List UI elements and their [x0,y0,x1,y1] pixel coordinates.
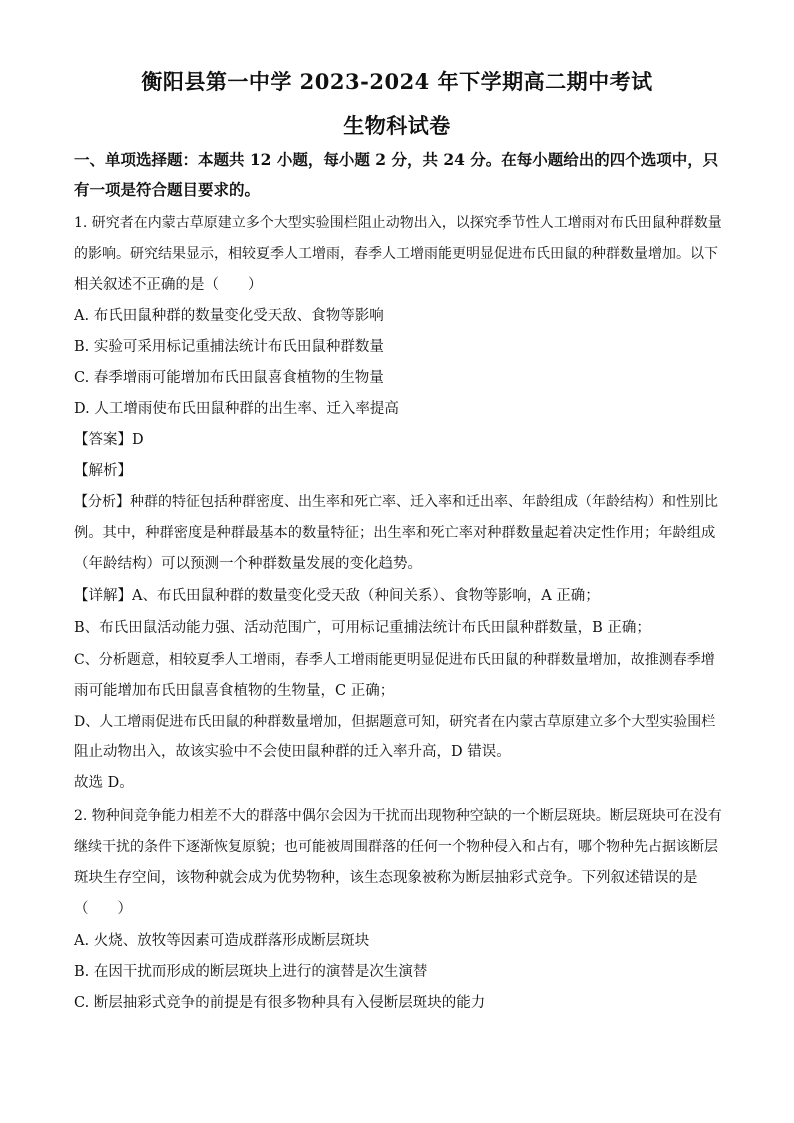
q1-detail-line: 【详解】A、布氏田鼠种群的数量变化受天敌（种间关系）、食物等影响，A 正确； [74,588,600,604]
q2-stem-line: 继续干扰的条件下逐渐恢复原貌；也可能被周围群落的任何一个物种侵入和占有，哪个物种先占据该断层 [74,839,718,855]
q1-analysis-line: 例。其中，种群密度是种群最基本的数量特征；出生率和死亡率对种群数量起着决定性作用；年龄组成 [74,525,716,541]
page-subtitle: 生物科试卷 [343,113,451,138]
q1-stem-line: 1. 研究者在内蒙古草原建立多个大型实验围栏阻止动物出入，以探究季节性人工增雨对布氏田鼠种群数量 [74,215,722,231]
q2-stem-line: （ ） [74,901,132,917]
q1-analysis-label: 【解析】 [74,463,132,479]
q2-option-c: C. 断层抽彩式竞争的前提是有很多物种具有入侵断层斑块的能力 [74,995,486,1011]
q1-stem-line: 的影响。研究结果显示，相较夏季人工增雨，春季人工增雨能更明显促进布氏田鼠的种群数量增加。以下 [74,246,718,262]
q1-option-c: C. 春季增雨可能增加布氏田鼠喜食植物的生物量 [74,370,384,386]
q1-analysis-line: （年龄结构）可以预测一个种群数量发展的变化趋势。 [74,556,422,572]
q1-detail-line: 雨可能增加布氏田鼠喜食植物的生物量，C 正确； [74,683,395,699]
q1-detail-line: 故选 D。 [74,775,134,791]
q2-stem-line: 斑块生存空间，该物种就会成为优势物种，该生态现象被称为断层抽彩式竞争。下列叙述错误的是 [74,870,698,886]
q2-option-a: A. 火烧、放牧等因素可造成群落形成断层斑块 [74,933,370,949]
page-title: 衡阳县第一中学 2023-2024 年下学期高二期中考试 [141,69,653,94]
q1-option-a: A. 布氏田鼠种群的数量变化受天敌、食物等影响 [74,308,384,324]
q1-analysis-line: 【分析】种群的特征包括种群密度、出生率和死亡率、迁入率和迁出率、年龄组成（年龄结构）和性别比 [74,494,718,510]
q1-detail-line: B、布氏田鼠活动能力强、活动范围广，可用标记重捕法统计布氏田鼠种群数量，B 正确； [74,620,651,636]
q1-detail-line: C、分析题意，相较夏季人工增雨，春季人工增雨能更明显促进布氏田鼠的种群数量增加，故推测春季增 [74,652,715,668]
q2-stem-line: 2. 物种间竞争能力相差不大的群落中偶尔会因为干扰而出现物种空缺的一个断层斑块。断层斑块可在没有 [74,808,722,824]
q1-detail-line: 阻止动物出入，故该实验中不会使田鼠种群的迁入率升高，D 错误。 [74,744,511,760]
section-heading: 有一项是符合题目要求的。 [74,180,261,199]
q1-option-b: B. 实验可采用标记重捕法统计布氏田鼠种群数量 [74,339,384,355]
q1-stem-line: 相关叙述不正确的是（ ） [74,277,263,293]
q1-answer: 【答案】D [74,432,144,448]
q1-detail-line: D、人工增雨促进布氏田鼠的种群数量增加，但据题意可知，研究者在内蒙古草原建立多个大型实验围栏 [74,714,716,730]
q2-option-b: B. 在因干扰而形成的断层斑块上进行的演替是次生演替 [74,964,428,980]
q1-option-d: D. 人工增雨使布氏田鼠种群的出生率、迁入率提高 [74,401,399,417]
section-heading: 一、单项选择题：本题共 12 小题，每小题 2 分，共 24 分。在每小题给出的四个选项中，只 [74,150,719,169]
